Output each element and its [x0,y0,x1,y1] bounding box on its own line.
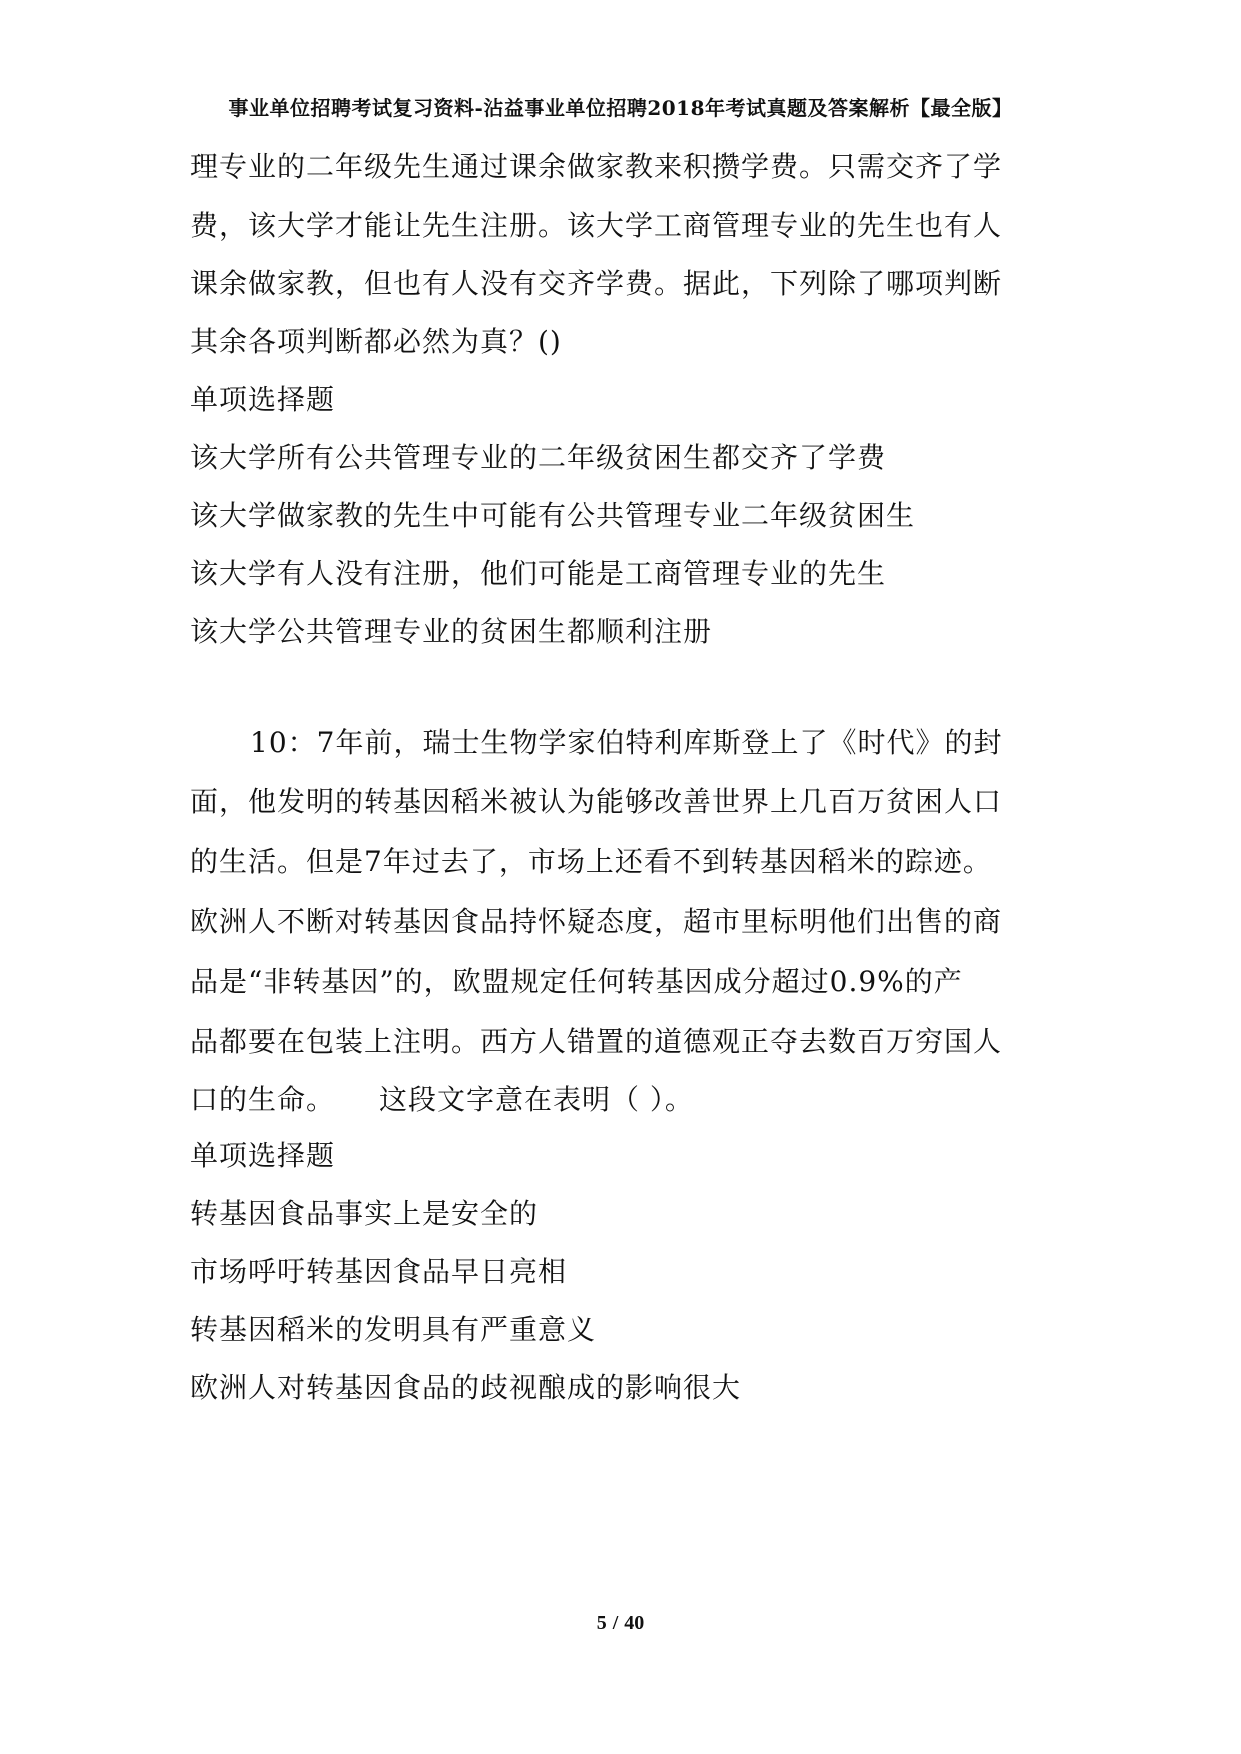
question-9-stem-line: 理专业的二年级先生通过课余做家教来积攒学费。只需交齐了学 [190,150,1003,183]
question-9-option: 该大学公共管理专业的贫困生都顺利注册 [190,615,713,648]
question-9-stem-line: 课余做家教，但也有人没有交齐学费。据此，下列除了哪项判断 [190,267,1003,300]
page-separator: / [612,1612,619,1634]
question-10-stem-line: 10：7年前，瑞士生物学家伯特利库斯登上了《时代》的封 [250,726,1003,759]
question-10-stem-line: 品都要在包装上注明。西方人错置的道德观正夺去数百万穷国人 [190,1025,1003,1058]
question-10-stem-line: 品是“非转基因”的，欧盟规定任何转基因成分超过0.9%的产 [190,965,963,998]
question-9-type-label: 单项选择题 [190,383,336,416]
question-10-stem-line: 欧洲人不断对转基因食品持怀疑态度，超市里标明他们出售的商 [190,905,1003,938]
question-10-stem-line: 的生活。但是7年过去了，市场上还看不到转基因稻米的踪迹。 [190,845,992,878]
page-current: 5 [596,1612,607,1634]
page-number [0,1612,1241,1635]
question-10-type-label: 单项选择题 [190,1139,336,1172]
question-10-stem-line: 口的生命。 这段文字意在表明（ ）。 [190,1083,694,1116]
question-10-stem-line: 面，他发明的转基因稻米被认为能够改善世界上几百万贫困人口 [190,785,1003,818]
question-9-option: 该大学做家教的先生中可能有公共管理专业二年级贫困生 [190,499,916,532]
question-9-stem-line: 其余各项判断都必然为真？() [190,325,562,358]
question-10-option: 转基因稻米的发明具有严重意义 [190,1313,597,1346]
question-10-option: 市场呼吁转基因食品早日亮相 [190,1255,568,1288]
question-10-option: 欧洲人对转基因食品的歧视酿成的影响很大 [190,1371,742,1404]
question-10-option: 转基因食品事实上是安全的 [190,1197,539,1230]
question-9-stem-line: 费，该大学才能让先生注册。该大学工商管理专业的先生也有人 [190,209,1003,242]
question-9-option: 该大学有人没有注册，他们可能是工商管理专业的先生 [190,557,887,590]
page-header: 事业单位招聘考试复习资料-沾益事业单位招聘2018年考试真题及答案解析【最全版】 [228,96,1013,120]
question-9-option: 该大学所有公共管理专业的二年级贫困生都交齐了学费 [190,441,887,474]
page-total: 40 [624,1612,645,1634]
